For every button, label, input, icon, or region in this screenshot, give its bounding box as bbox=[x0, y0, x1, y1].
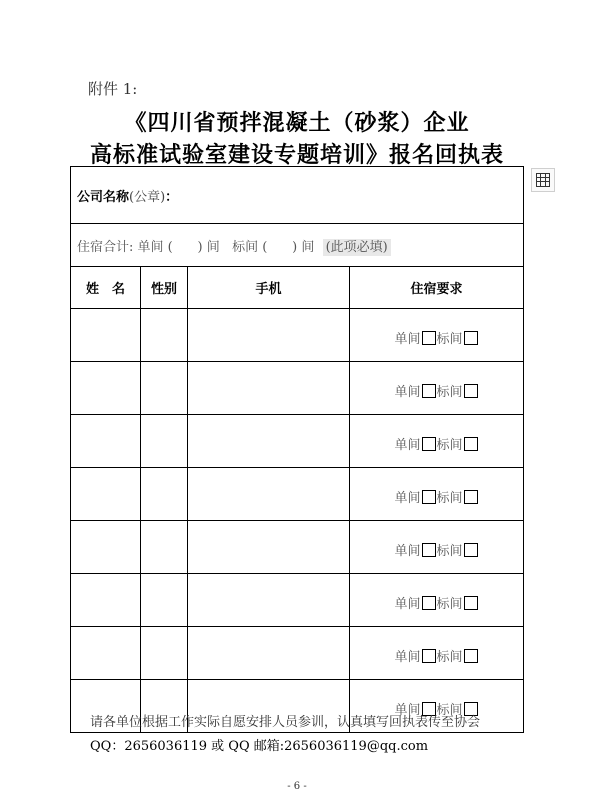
table-grid-icon[interactable] bbox=[531, 168, 555, 192]
company-name-field[interactable] bbox=[71, 167, 524, 224]
company-name-label: 公司名称 bbox=[77, 189, 130, 205]
table-row bbox=[71, 468, 524, 521]
name-cell[interactable] bbox=[71, 627, 141, 680]
single-room-checkbox[interactable] bbox=[422, 490, 436, 504]
lodging-requirement-cell bbox=[350, 362, 524, 415]
single-room-checkbox[interactable] bbox=[422, 649, 436, 663]
single-room-checkbox[interactable] bbox=[422, 437, 436, 451]
table-row bbox=[71, 627, 524, 680]
gender-cell[interactable] bbox=[141, 362, 188, 415]
single-room-label: 单间 bbox=[394, 384, 421, 400]
header-lodging-requirement: 住宿要求 bbox=[350, 267, 524, 309]
phone-cell[interactable] bbox=[188, 521, 350, 574]
lodging-total-label: 住宿合计: 单间 ( ) 间 标间 ( ) 间 bbox=[77, 239, 323, 255]
page-number: - 6 - bbox=[287, 781, 307, 792]
lodging-requirement-cell bbox=[350, 309, 524, 362]
double-room-label: 标间 bbox=[436, 331, 463, 347]
double-room-label: 标间 bbox=[436, 649, 463, 665]
double-room-label: 标间 bbox=[436, 437, 463, 453]
form-title-line2: 高标准试验室建设专题培训》报名回执表 bbox=[89, 142, 504, 168]
lodging-requirement-cell bbox=[350, 627, 524, 680]
phone-cell[interactable] bbox=[188, 309, 350, 362]
double-room-label: 标间 bbox=[436, 384, 463, 400]
gender-cell[interactable] bbox=[141, 309, 188, 362]
phone-cell[interactable] bbox=[188, 468, 350, 521]
double-room-checkbox[interactable] bbox=[464, 596, 478, 610]
name-cell[interactable] bbox=[71, 468, 141, 521]
name-cell[interactable] bbox=[71, 362, 141, 415]
form-title-line1: 《四川省预拌混凝土（砂浆）企业 bbox=[124, 110, 470, 136]
single-room-label: 单间 bbox=[394, 490, 421, 506]
name-cell[interactable] bbox=[71, 415, 141, 468]
table-row bbox=[71, 521, 524, 574]
gender-cell[interactable] bbox=[141, 627, 188, 680]
double-room-label: 标间 bbox=[436, 702, 463, 718]
phone-cell[interactable] bbox=[188, 627, 350, 680]
single-room-label: 单间 bbox=[394, 331, 421, 347]
phone-cell[interactable] bbox=[188, 362, 350, 415]
double-room-checkbox[interactable] bbox=[464, 331, 478, 345]
header-phone: 手机 bbox=[188, 267, 350, 309]
phone-cell[interactable] bbox=[188, 574, 350, 627]
attachment-label: 附件 1: bbox=[88, 80, 138, 98]
lodging-requirement-cell bbox=[350, 468, 524, 521]
table-grid-icon-glyph bbox=[535, 172, 551, 188]
single-room-checkbox[interactable] bbox=[422, 331, 436, 345]
single-room-label: 单间 bbox=[394, 649, 421, 665]
table-row bbox=[71, 362, 524, 415]
double-room-label: 标间 bbox=[436, 596, 463, 612]
phone-cell[interactable] bbox=[188, 415, 350, 468]
single-room-checkbox[interactable] bbox=[422, 596, 436, 610]
table-header-row bbox=[71, 267, 524, 309]
gender-cell[interactable] bbox=[141, 468, 188, 521]
double-room-label: 标间 bbox=[436, 490, 463, 506]
double-room-checkbox[interactable] bbox=[464, 384, 478, 398]
table-row bbox=[71, 574, 524, 627]
lodging-total-field[interactable] bbox=[71, 224, 524, 267]
name-cell[interactable] bbox=[71, 574, 141, 627]
lodging-requirement-cell bbox=[350, 521, 524, 574]
company-colon: ： bbox=[165, 189, 179, 205]
table-row bbox=[71, 309, 524, 362]
lodging-requirement-cell bbox=[350, 574, 524, 627]
footer-instruction: 请各单位根据工作实际自愿安排人员参训，认真填写回执表传至协会 bbox=[90, 715, 481, 730]
gender-cell[interactable] bbox=[141, 574, 188, 627]
header-name: 姓 名 bbox=[71, 267, 141, 309]
lodging-requirement-cell bbox=[350, 415, 524, 468]
gender-cell[interactable] bbox=[141, 415, 188, 468]
single-room-label: 单间 bbox=[394, 543, 421, 559]
gender-cell[interactable] bbox=[141, 521, 188, 574]
registration-table bbox=[70, 166, 524, 733]
double-room-checkbox[interactable] bbox=[464, 490, 478, 504]
header-gender: 性别 bbox=[141, 267, 188, 309]
lodging-required-note: (此项必填) bbox=[323, 239, 391, 256]
double-room-label: 标间 bbox=[436, 543, 463, 559]
double-room-checkbox[interactable] bbox=[464, 649, 478, 663]
single-room-checkbox[interactable] bbox=[422, 384, 436, 398]
name-cell[interactable] bbox=[71, 521, 141, 574]
footer-contact: QQ：2656036119 或 QQ 邮箱:2656036119@qq.com bbox=[90, 739, 429, 754]
single-room-checkbox[interactable] bbox=[422, 543, 436, 557]
table-row bbox=[71, 415, 524, 468]
single-room-label: 单间 bbox=[394, 702, 421, 718]
single-room-label: 单间 bbox=[394, 596, 421, 612]
double-room-checkbox[interactable] bbox=[464, 543, 478, 557]
name-cell[interactable] bbox=[71, 309, 141, 362]
company-seal-label: (公章) bbox=[129, 189, 166, 205]
double-room-checkbox[interactable] bbox=[464, 437, 478, 451]
single-room-label: 单间 bbox=[394, 437, 421, 453]
